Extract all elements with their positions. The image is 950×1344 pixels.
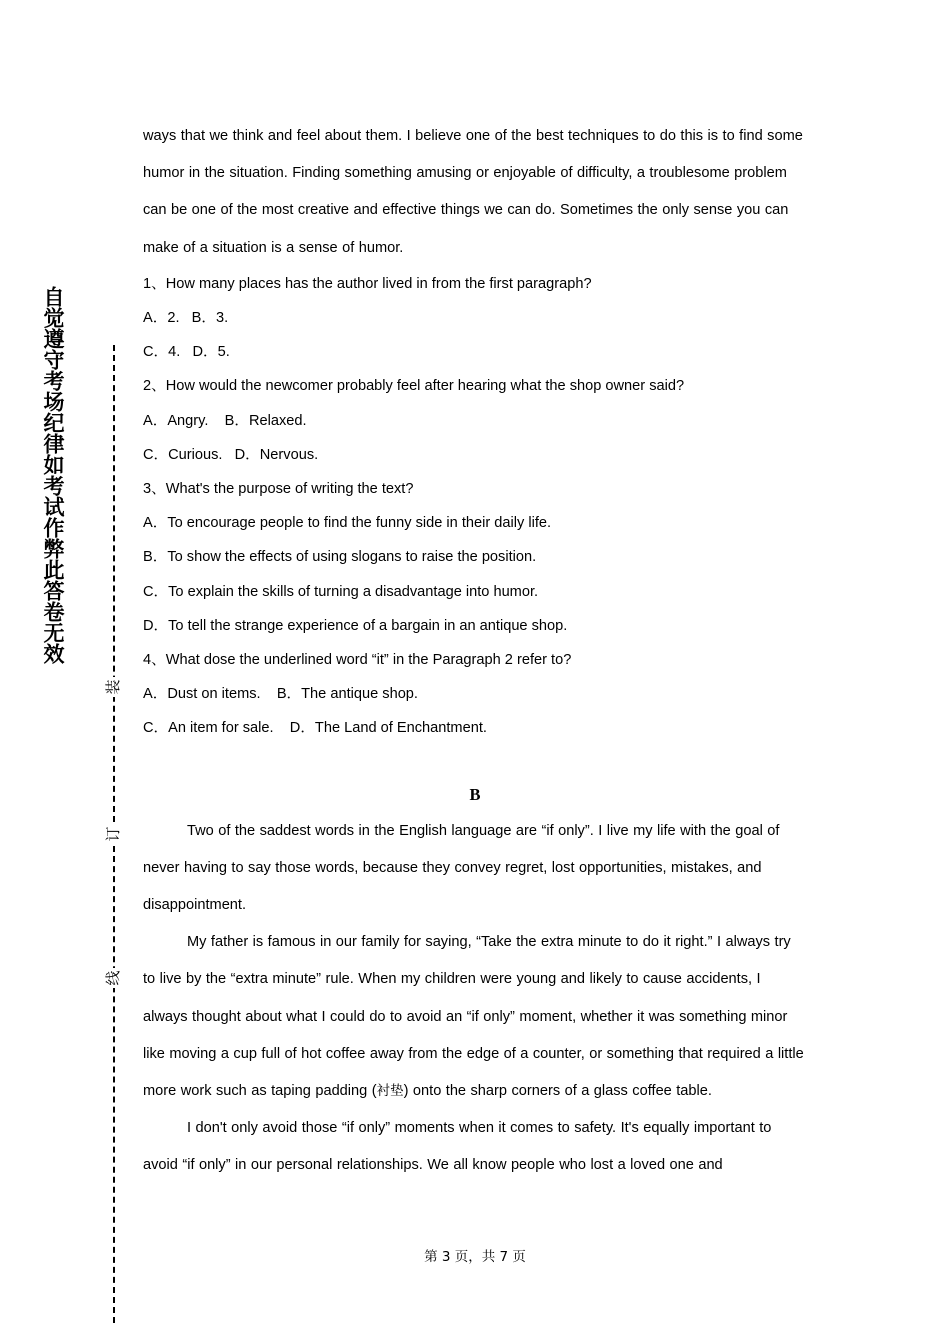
question-2-option-line-1[interactable]: A．Angry. B．Relaxed. bbox=[143, 412, 307, 429]
question-1-stem: 1、How many places has the author lived in from the first paragraph? bbox=[143, 275, 592, 292]
question-3-option-b[interactable]: B．To show the effects of using slogans to raise the position. bbox=[143, 549, 537, 566]
passage-b-paragraph-2-part2: ) onto the sharp corners of a glass coffee table. bbox=[403, 1083, 712, 1100]
passage-b-gloss-chinese: 衬垫 bbox=[376, 1083, 404, 1100]
passage-b-paragraph-3: I don't only avoid those “if only” moments when it comes to safety. It's equally important to avoid “if only” in our personal relationships. We all know people who lost a loved one and bbox=[143, 1120, 772, 1174]
question-1-option-line-1[interactable]: A．2. B．3. bbox=[143, 310, 229, 327]
passage-b-paragraph-2 bbox=[143, 924, 807, 1110]
question-4-stem: 4、What dose the underlined word “it” in the Paragraph 2 refer to? bbox=[143, 652, 572, 669]
question-4-option-line-2[interactable]: C．An item for sale. D．The Land of Enchantment. bbox=[143, 720, 487, 737]
passage-a-continuation-paragraph: ways that we think and feel about them. I believe one of the best techniques to do this is to find some humor in the situation. Finding something amusing or enjoyable of difficulty, a troublesome problem can be one of the most creative and effective things we can do. Sometimes the only sense you can make of a situation is a sense of humor. bbox=[143, 128, 803, 256]
section-spacer bbox=[143, 746, 807, 776]
exam-discipline-notice: 自觉遵守考场纪律如考试作弊此答卷无效 bbox=[41, 286, 65, 664]
binding-glyph-xian: 线 bbox=[104, 968, 124, 988]
question-2-stem: 2、How would the newcomer probably feel after hearing what the shop owner said? bbox=[143, 378, 685, 395]
question-3-stem: 3、What's the purpose of writing the text? bbox=[143, 481, 414, 498]
binding-glyph-ding: 订 bbox=[104, 824, 124, 844]
question-3-option-c[interactable]: C．To explain the skills of turning a disadvantage into humor. bbox=[143, 583, 539, 600]
passage-b-paragraph-2-part1: My father is famous in our family for saying, “Take the extra minute to do it right.” I always try to live by the “extra minute” rule. When my children were young and likely to cause accidents, I always thought about what I could do to avoid an “if only” moment, whether it was something minor like moving a cup full of hot coffee away from the edge of a counter, or something that required a little more work such as taping padding ( bbox=[143, 934, 804, 1100]
question-2-option-line-2[interactable]: C．Curious. D．Nervous. bbox=[143, 446, 319, 463]
question-3-option-a[interactable]: A．To encourage people to find the funny side in their daily life. bbox=[143, 515, 552, 532]
binding-margin bbox=[0, 0, 140, 1344]
question-1-option-line-2[interactable]: C．4. D．5. bbox=[143, 344, 230, 361]
page-number-footer: 第 3 页，共 7 页 bbox=[424, 1249, 526, 1265]
passage-b-label: B bbox=[469, 784, 481, 804]
question-4-option-line-1[interactable]: A．Dust on items. B．The antique shop. bbox=[143, 686, 418, 703]
binding-glyph-zhuang: 装 bbox=[104, 677, 124, 697]
passage-b-paragraph-1: Two of the saddest words in the English language are “if only”. I live my life with the goal of never having to say those words, because they convey regret, lost opportunities, mistakes, and disappointment. bbox=[143, 822, 780, 914]
document-body bbox=[143, 118, 807, 1185]
question-3-option-d[interactable]: D．To tell the strange experience of a bargain in an antique shop. bbox=[143, 617, 568, 634]
